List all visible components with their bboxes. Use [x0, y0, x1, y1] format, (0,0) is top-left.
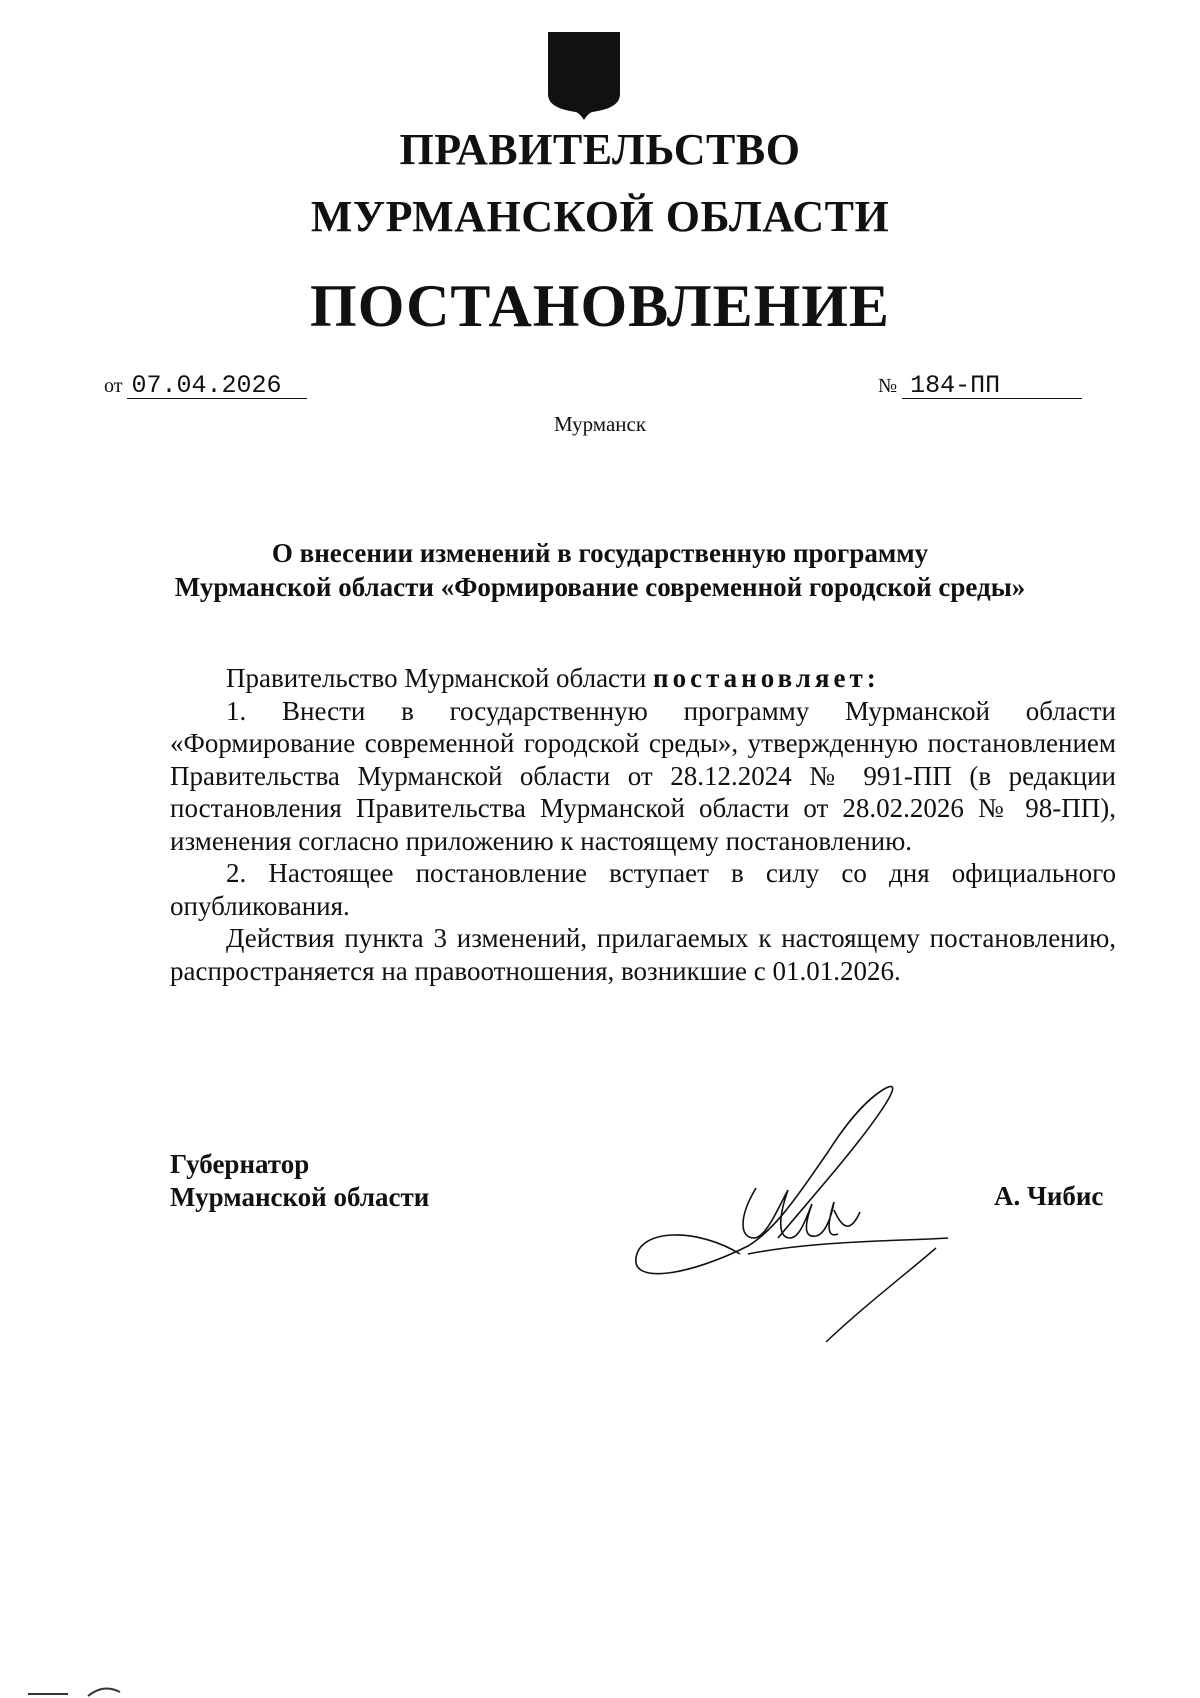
number-field	[878, 371, 1082, 400]
document-type-title: ПОСТАНОВЛЕНИЕ	[310, 273, 890, 339]
page-edge-mark	[28, 1676, 178, 1698]
number-prefix: №	[878, 375, 898, 397]
clause-2: 2. Настоящее постановление вступает в силу со дня официального опубликования.	[170, 858, 1116, 921]
org-name-line1: ПРАВИТЕЛЬСТВО	[399, 125, 801, 174]
clause-2-note: Действия пункта 3 изменений, прилагаемых к настоящему постановлению, распространяется на правоотношения, возникшие с 01.01.2026.	[170, 923, 1116, 986]
handwritten-signature	[628, 1078, 958, 1354]
document-subject	[0, 536, 1200, 604]
intro-text: Правительство Мурманской области	[226, 663, 654, 693]
subject-line1: О внесении изменений в государственную программу	[271, 538, 929, 568]
date-prefix: от	[104, 375, 123, 397]
signatory-title-line1: Губернатор	[170, 1149, 310, 1179]
subject-line2: Мурманской области «Формирование современной городской среды»	[174, 572, 1026, 602]
resolution-intro	[170, 662, 1116, 695]
document-number: 184-ПП	[902, 374, 1082, 399]
city-name: Мурманск	[553, 412, 647, 436]
coat-of-arms-icon	[544, 30, 624, 122]
signer-name: А. Чибис	[994, 1181, 1104, 1211]
document-date: 07.04.2026	[127, 374, 307, 399]
signatory-title-line2: Мурманской области	[170, 1182, 430, 1212]
org-name-line2: МУРМАНСКОЙ ОБЛАСТИ	[310, 192, 890, 241]
document-body	[170, 662, 1116, 987]
signatory-title	[170, 1148, 429, 1214]
clause-1: 1. Внести в государственную программу Мурманской области «Формирование современной городской среды», утвержденную постановлением Правительства Мурманской области от 28.12.2024 № 991-ПП (в редакции постановления Правительства Мурманской области от 28.02.2026 № 98-ПП), изменения согласно приложению к настоящему постановлению.	[170, 695, 1116, 856]
date-field	[104, 371, 307, 400]
intro-keyword: постановляет:	[653, 663, 880, 693]
